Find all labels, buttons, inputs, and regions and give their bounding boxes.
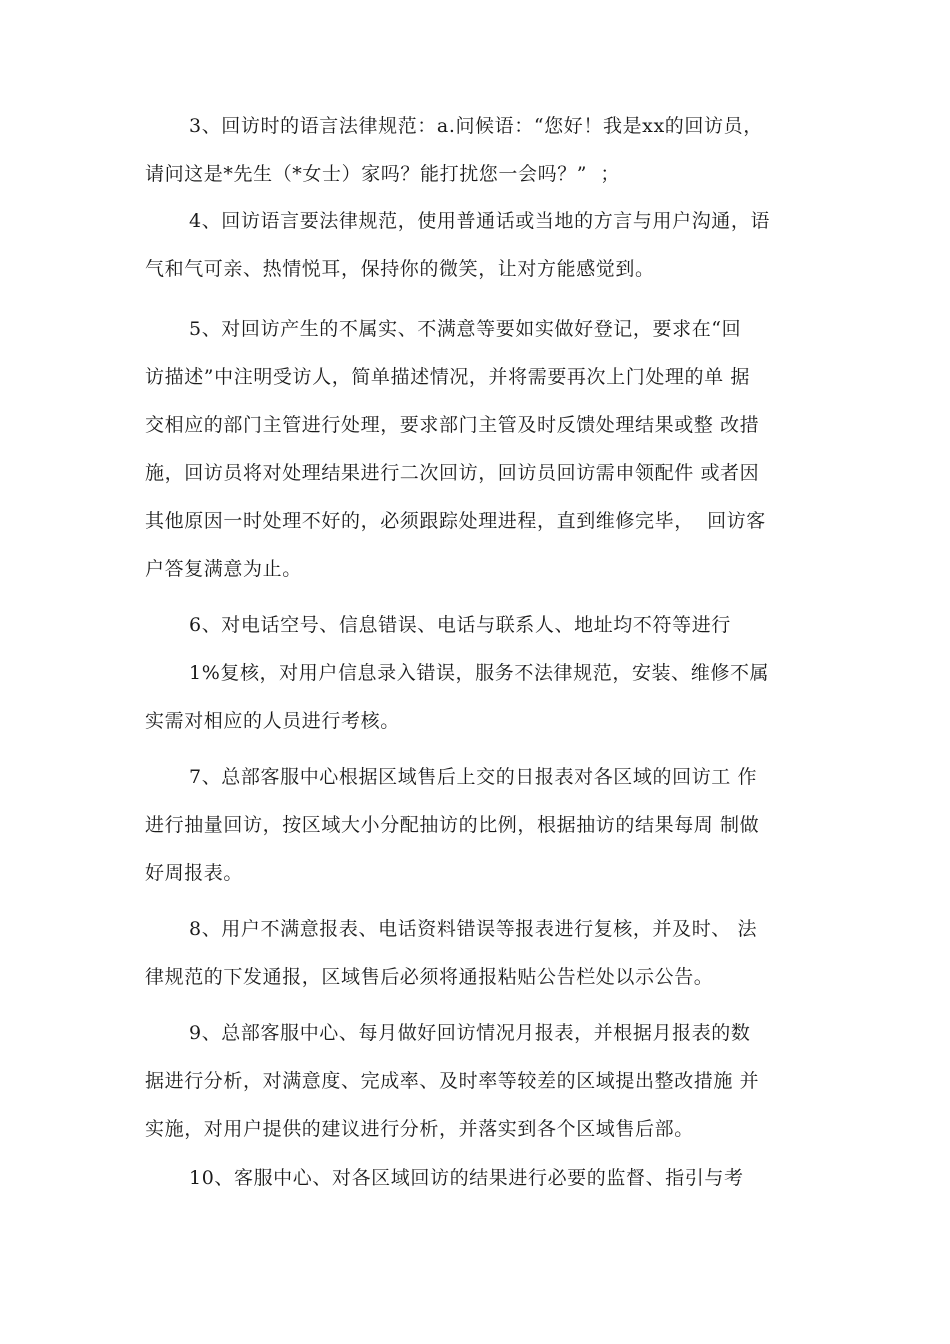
text-line: 实施，对用户提供的建议进行分析，并落实到各个区域售后部。 (145, 1118, 694, 1140)
text-line: 4、回访语言要法律规范，使用普通话或当地的方言与用户沟通，语 (189, 210, 771, 232)
text-line: 进行抽量回访，按区域大小分配抽访的比例，根据抽访的结果每周 制做 (145, 814, 760, 836)
text-line: 6、对电话空号、信息错误、电话与联系人、地址均不符等进行 (189, 614, 731, 636)
text-line: 5、对回访产生的不属实、不满意等要如实做好登记，要求在“回 (189, 318, 742, 340)
text-line: 8、用户不满意报表、电话资料错误等报表进行复核，并及时、 法 (189, 918, 758, 940)
text-line: 请问这是*先生（*女士）家吗？能打扰您一会吗？” ； (145, 163, 620, 185)
text-line: 访描述”中注明受访人，简单描述情况，并将需要再次上门处理的单 据 (145, 366, 750, 388)
text-line: 9、总部客服中心、每月做好回访情况月报表，并根据月报表的数 (189, 1022, 751, 1044)
text-line: 气和气可亲、热情悦耳，保持你的微笑，让对方能感觉到。 (145, 258, 655, 280)
text-line: 施，回访员将对处理结果进行二次回访，回访员回访需申领配件 或者因 (145, 462, 760, 484)
text-line: 律规范的下发通报，区域售后必须将通报粘贴公告栏处以示公告。 (145, 966, 714, 988)
text-line: 10、客服中心、对各区域回访的结果进行必要的监督、指引与考 (189, 1167, 744, 1189)
text-line: 3、回访时的语言法律规范：a.问候语：“您好！我是xx的回访员， (189, 115, 763, 137)
text-line: 交相应的部门主管进行处理，要求部门主管及时反馈处理结果或整 改措 (145, 414, 760, 436)
text-line: 其他原因一时处理不好的，必须跟踪处理进程，直到维修完毕， 回访客 (145, 510, 766, 532)
text-line: 1%复核，对用户信息录入错误，服务不法律规范，安装、维修不属 (189, 662, 770, 684)
text-line: 户答复满意为止。 (145, 558, 302, 580)
text-line: 7、总部客服中心根据区域售后上交的日报表对各区域的回访工 作 (189, 766, 758, 788)
text-line: 好周报表。 (145, 862, 244, 884)
text-line: 据进行分析，对满意度、完成率、及时率等较差的区域提出整改措施 并 (145, 1070, 760, 1092)
text-line: 实需对相应的人员进行考核。 (145, 710, 400, 732)
